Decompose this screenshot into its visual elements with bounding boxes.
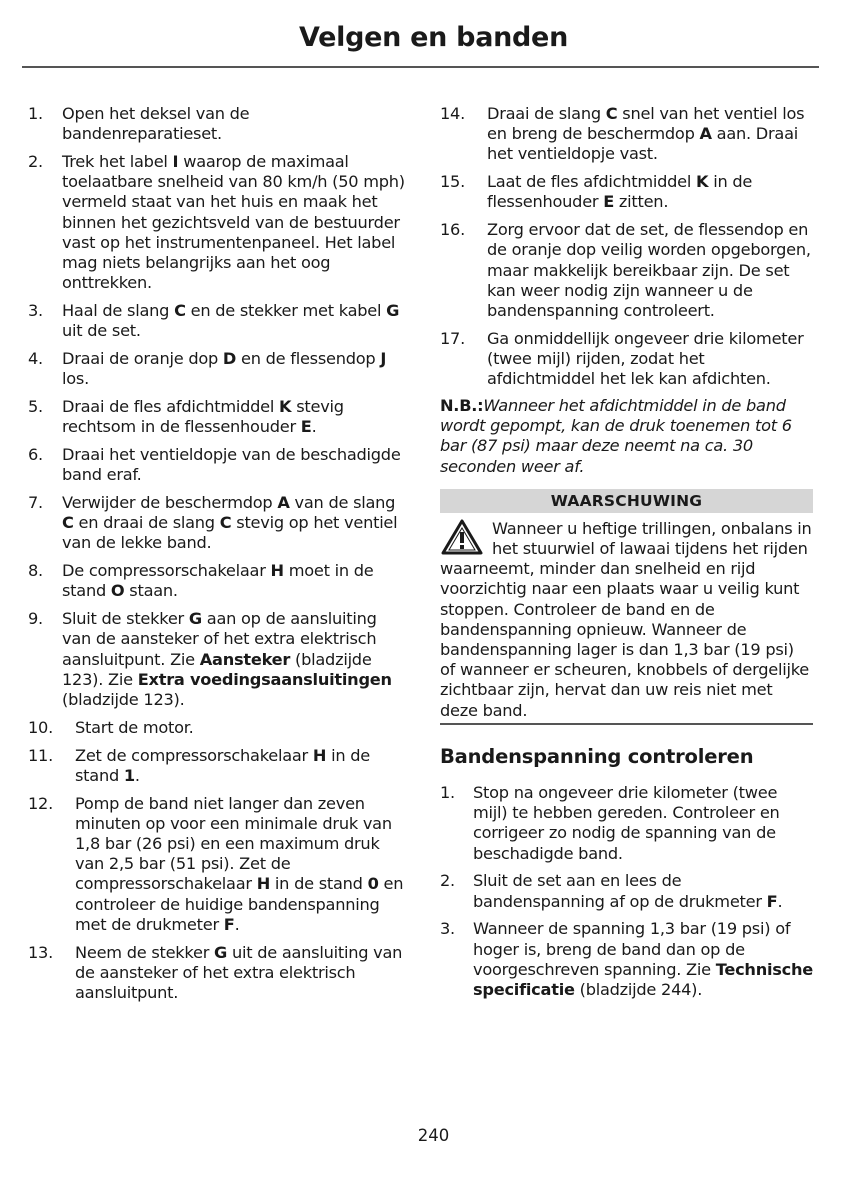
step-number: 5.	[28, 397, 43, 417]
step-text: Draai het ventieldopje van de beschadigde band eraf.	[62, 445, 401, 485]
list-item	[28, 301, 408, 341]
step-text: Draai de slang C snel van het ventiel los en breng de beschermdop A aan. Draai het ventieldopje vast.	[487, 104, 805, 164]
page-number: 240	[417, 1126, 450, 1145]
step-text: Zorg ervoor dat de set, de flessendop en de oranje dop veilig worden opgeborgen, maar makkelijk bereikbaar zijn. De set kan weer nodig zijn wanneer u de bandenspanning controleert.	[487, 220, 811, 321]
list-item	[28, 445, 408, 485]
step-text: Laat de fles afdichtmiddel K in de flessenhouder E zitten.	[487, 172, 753, 212]
page-title: Velgen en banden	[298, 22, 568, 53]
step-number: 9.	[28, 609, 43, 629]
step-number: 4.	[28, 349, 43, 369]
step-number: 6.	[28, 445, 43, 465]
step-number: 17.	[440, 328, 465, 348]
left-column	[28, 104, 408, 1011]
list-item	[28, 561, 408, 601]
step-text: Haal de slang C en de stekker met kabel G uit de set.	[62, 301, 400, 341]
step-text: Stop na ongeveer drie kilometer (twee mijl) te hebben gereden. Controleer en corrigeer zo nodig de spanning van de beschadigde band.	[473, 783, 780, 863]
list-item	[440, 871, 813, 911]
section-steps-list	[440, 783, 813, 1000]
step-number: 7.	[28, 493, 43, 513]
step-number: 12.	[28, 793, 53, 813]
step-number: 15.	[440, 172, 465, 192]
step-text: Zet de compressorschakelaar H in de stand 1.	[75, 745, 370, 785]
step-text: Neem de stekker G uit de aansluiting van de aansteker of het extra elektrisch aansluitpunt.	[75, 942, 403, 1003]
list-item	[28, 493, 408, 554]
note-text: Wanneer het afdichtmiddel in de band wordt gepompt, kan de druk toenemen tot 6 bar (87 psi) maar deze neemt na ca. 30 seconden weer af.	[440, 396, 792, 476]
list-item	[440, 172, 813, 212]
step-text: Trek het label I waarop de maximaal toelaatbare snelheid van 80 km/h (50 mph) vermeld staat van het huis en maak het binnen het gezichtsveld van de bestuurder vast op het instrumentenpaneel. Het label mag niets belangrijks aan het oog onttrekken.	[62, 152, 405, 293]
step-text: Ga onmiddellijk ongeveer drie kilometer (twee mijl) rijden, zodat het afdichtmiddel het lek kan afdichten.	[487, 328, 804, 389]
list-item	[28, 349, 408, 389]
left-steps-list	[28, 104, 408, 1003]
list-item	[440, 783, 813, 864]
step-number: 16.	[440, 220, 465, 240]
step-number: 2.	[28, 152, 43, 171]
step-text: Sluit de set aan en lees de bandenspanning af op de drukmeter F.	[473, 871, 783, 911]
section-heading: Bandenspanning controleren	[440, 744, 754, 768]
list-item	[28, 943, 408, 1004]
step-number: 14.	[440, 104, 465, 123]
step-number: 11.	[28, 745, 53, 765]
right-column	[440, 104, 813, 1008]
step-text: Start de motor.	[75, 717, 194, 737]
step-text: Draai de oranje dop D en de flessendop J los.	[62, 349, 387, 389]
step-number: 2.	[440, 871, 455, 891]
list-item	[28, 609, 408, 710]
step-text: Draai de fles afdichtmiddel K stevig rechtsom in de flessenhouder E.	[62, 397, 344, 437]
list-item	[28, 397, 408, 437]
list-item	[28, 746, 408, 786]
list-item	[440, 329, 813, 390]
step-number: 3.	[440, 919, 455, 939]
note	[440, 396, 813, 477]
list-item	[28, 152, 408, 293]
list-item	[440, 220, 813, 321]
step-text: Sluit de stekker G aan op de aansluiting van de aansteker of het extra elektrisch aansluitpunt. Zie Aansteker (bladzijde 123). Zie Extra voedingsaansluitingen (bladzijde 123).	[62, 609, 392, 710]
step-number: 10.	[28, 717, 53, 737]
warning-triangle-icon	[440, 518, 484, 556]
step-number: 1.	[440, 783, 455, 803]
title-divider	[22, 66, 819, 68]
step-text: Verwijder de beschermdop A van de slang C en draai de slang C stevig op het ventiel van de lekke band.	[62, 493, 398, 553]
warning-text: Wanneer u heftige trillingen, onbalans in het stuurwiel of lawaai tijdens het rijden waarneemt, minder dan snelheid en rijd voorzichtig naar een plaats waar u veilig kunt stoppen. Controleer de band en de bandenspanning opnieuw. Wanneer de bandenspanning lager is dan 1,3 bar (19 psi) of wanneer er scheuren, knobbels of dergelijke zichtbaar zijn, hervat dan uw reis niet met deze band.	[440, 518, 812, 720]
list-item	[28, 104, 408, 144]
step-number: 8.	[28, 561, 43, 581]
step-number: 1.	[28, 104, 43, 123]
step-text: De compressorschakelaar H moet in de stand O staan.	[62, 561, 374, 601]
step-number: 13.	[28, 942, 53, 962]
right-steps-list	[440, 104, 813, 389]
list-item	[440, 104, 813, 165]
list-item	[28, 794, 408, 935]
step-number: 3.	[28, 301, 43, 321]
note-label: N.B.:	[440, 396, 484, 416]
step-text: Pomp de band niet langer dan zeven minuten op voor een minimale druk van 1,8 bar (26 psi) en een maximum druk van 2,5 bar (51 psi). Zet de compressorschakelaar H in de stand 0 en controleer de huidige bandenspanning met de drukmeter F.	[75, 793, 404, 934]
list-item	[440, 919, 813, 1000]
list-item	[28, 718, 408, 738]
step-text: Open het deksel van de bandenreparatieset.	[62, 104, 250, 144]
warning-heading: WAARSCHUWING	[440, 489, 813, 513]
warning-box	[440, 519, 813, 725]
step-text: Wanneer de spanning 1,3 bar (19 psi) of hoger is, breng de band dan op de voorgeschreven spanning. Zie Technische specificatie (bladzijde 244).	[473, 919, 813, 1000]
